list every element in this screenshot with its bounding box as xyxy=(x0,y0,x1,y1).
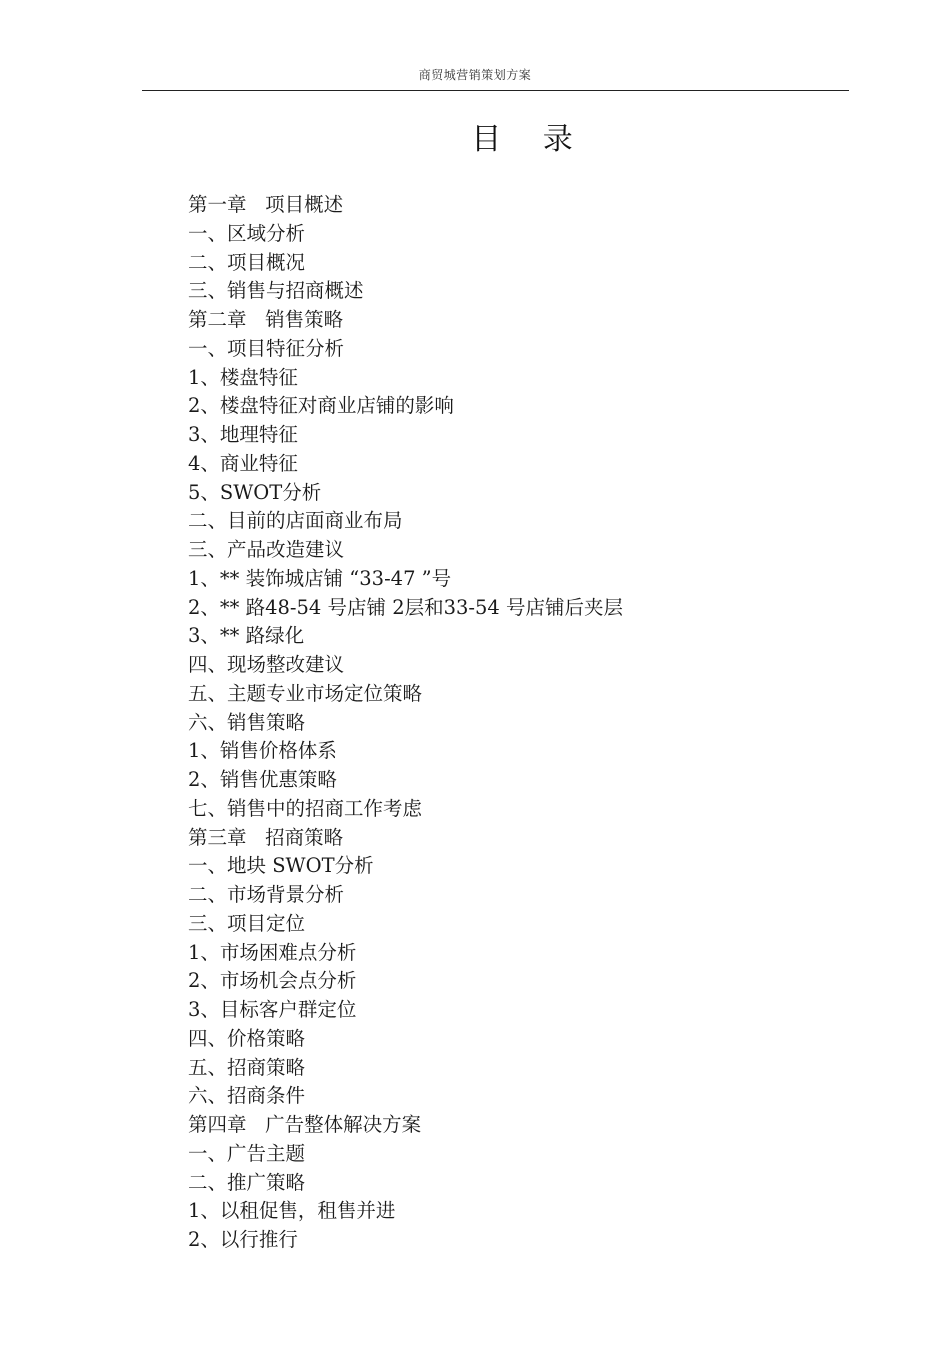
toc-item: 一、项目特征分析 xyxy=(188,336,345,360)
toc-item: 一、区域分析 xyxy=(188,221,306,245)
toc-item: 四、现场整改建议 xyxy=(188,653,345,676)
toc-item: 3、地理特征 xyxy=(188,423,298,446)
toc-item: 1、楼盘特征 xyxy=(188,365,298,389)
toc-item: 五、主题专业市场定位策略 xyxy=(188,681,423,705)
toc-item: 1、** 装饰城店铺 “33-47 ”号 xyxy=(188,566,452,590)
toc-item: 2、以行推行 xyxy=(188,1228,298,1251)
toc-item: 1、市场困难点分析 xyxy=(188,940,357,964)
toc-item: 一、广告主题 xyxy=(188,1141,306,1165)
toc-item: 二、推广策略 xyxy=(188,1170,306,1194)
toc-item: 二、项目概况 xyxy=(188,250,306,274)
toc-title: 目 录 xyxy=(471,122,589,157)
toc-item: 第三章 招商策略 xyxy=(188,825,344,849)
running-header: 商贸城营销策划方案 xyxy=(418,68,532,82)
toc-item: 第四章 广告整体解决方案 xyxy=(188,1113,422,1136)
toc-item: 1、销售价格体系 xyxy=(188,739,337,763)
toc-item: 2、销售优惠策略 xyxy=(188,768,337,791)
toc-item: 一、地块 SWOT分析 xyxy=(188,854,374,878)
toc-item: 三、项目定位 xyxy=(188,911,306,935)
toc-item: 六、招商条件 xyxy=(188,1084,306,1108)
toc-item: 3、** 路绿化 xyxy=(188,624,305,648)
toc-item: 第一章 项目概述 xyxy=(188,193,344,216)
toc-item: 4、商业特征 xyxy=(188,451,298,475)
toc-item: 三、产品改造建议 xyxy=(188,538,345,561)
toc-item: 五、招商策略 xyxy=(188,1055,306,1079)
toc-item: 1、以租促售，租售并进 xyxy=(188,1199,396,1223)
toc-list xyxy=(188,191,623,1255)
toc-item: 七、销售中的招商工作考虑 xyxy=(188,796,423,820)
toc-item: 二、目前的店面商业布局 xyxy=(188,509,403,533)
toc-item: 二、市场背景分析 xyxy=(188,883,345,906)
toc-item: 2、市场机会点分析 xyxy=(188,969,357,993)
toc-item: 2、楼盘特征对商业店铺的影响 xyxy=(188,394,454,418)
toc-item: 2、** 路48-54 号店铺 2层和33-54 号店铺后夹层 xyxy=(188,595,624,619)
header-rule xyxy=(142,90,849,91)
toc-item: 第二章 销售策略 xyxy=(188,308,344,331)
toc-item: 三、销售与招商概述 xyxy=(188,279,364,303)
toc-item: 四、价格策略 xyxy=(188,1026,306,1050)
toc-item: 3、目标客户群定位 xyxy=(188,998,357,1021)
toc-item: 六、销售策略 xyxy=(188,710,306,734)
toc-item: 5、SWOT分析 xyxy=(188,480,322,504)
